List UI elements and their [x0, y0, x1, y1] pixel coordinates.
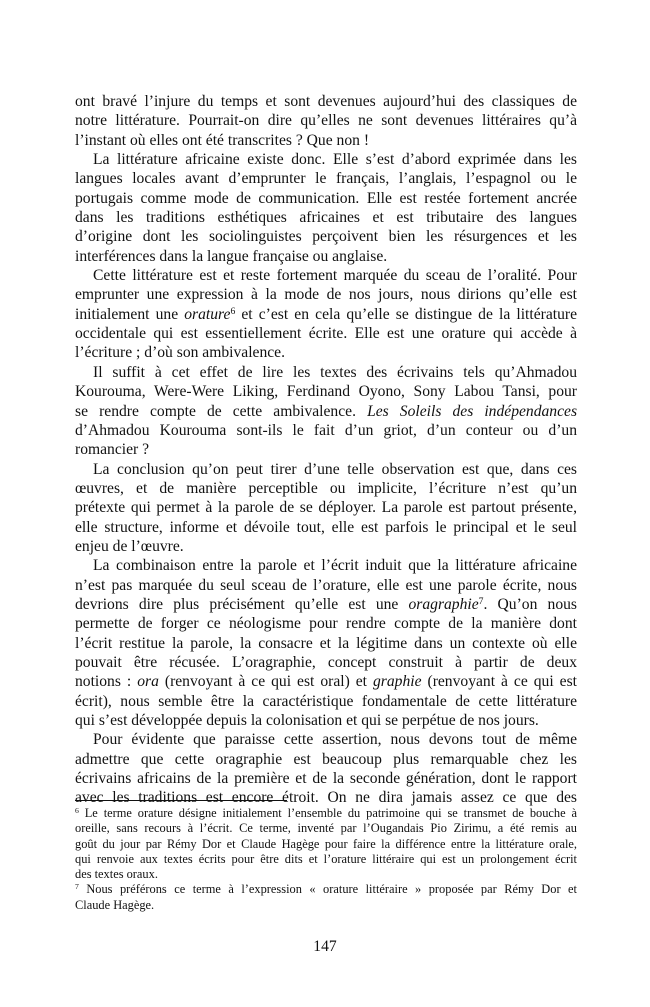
- italic-text: orature: [184, 305, 231, 323]
- italic-text: ora: [137, 673, 159, 691]
- body-line: [75, 208, 577, 227]
- text-run: Nous préférons ce terme à l’expression « orature littéraire » proposée par Rémy Dor et: [78, 882, 577, 897]
- body-line: [75, 692, 577, 711]
- text-run: avec les traditions est encore étroit. On ne dira jamais assez ce que des: [75, 789, 577, 807]
- text-run: occidentale qui est essentiellement écrite. Elle est une orature qui accède à: [75, 325, 577, 343]
- text-run: initialement une: [75, 305, 185, 323]
- body-line: [75, 285, 577, 304]
- body-line: [75, 92, 577, 111]
- text-run: écrit), nous semble être la caractéristique fondamentale de cette littérature: [75, 692, 577, 710]
- text-run: devrions dire plus précisément qu’elle est une: [75, 595, 409, 613]
- body-line: [75, 305, 577, 324]
- body-line: [75, 343, 577, 362]
- text-run: (renvoyant à ce qui est oral) et: [158, 673, 373, 691]
- body-line: [75, 421, 577, 440]
- text-run: dans les traditions esthétiques africaines et est tributaire des langues: [75, 209, 577, 227]
- footnote-line: [75, 867, 577, 882]
- text-run: écrivains africains de la première et de la seconde génération, dont le rapport: [75, 770, 577, 788]
- text-run: permette de forger ce néologisme pour rendre compte de la manière dont: [75, 615, 577, 633]
- footnote-marker: 6: [75, 806, 79, 816]
- footnote-marker: 7: [75, 882, 79, 892]
- text-run: n’est pas marquée du seul sceau de l’orature, elle est une parole écrite, nous: [75, 576, 577, 594]
- italic-text: graphie: [373, 673, 422, 691]
- text-run: emprunter une expression à la mode de nos jours, nous dirions qu’elle est: [75, 286, 577, 304]
- body-line: [75, 653, 577, 672]
- body-line: [75, 247, 577, 266]
- body-line: [75, 614, 577, 633]
- text-run: La conclusion qu’on peut tirer d’une telle observation est que, dans ces: [93, 460, 577, 478]
- text-run: oreille, sans recours à l’écrit. Ce terme, inventé par l’Ougandais Pio Zirimu, a été remis au: [75, 821, 577, 836]
- body-line: [75, 769, 577, 788]
- text-run: . Qu’on nous: [483, 595, 577, 613]
- body-line: [75, 227, 577, 246]
- body-line: [75, 266, 577, 285]
- text-run: l’instant où elles ont été transcrites ? Que non !: [75, 131, 370, 149]
- footnote-line: [75, 882, 577, 897]
- text-run: notions :: [75, 673, 138, 691]
- text-run: langues locales avant d’emprunter le français, l’anglais, l’espagnol ou le: [75, 170, 577, 188]
- body-line: [75, 440, 577, 459]
- text-run: Pour évidente que paraisse cette assertion, nous devons tout de même: [93, 731, 577, 749]
- text-run: admettre que cette oragraphie est beaucoup plus remarquable chez les: [75, 750, 577, 768]
- body-line: [75, 556, 577, 575]
- text-run: notre littérature. Pourrait-on dire qu’elles ne sont devenues littéraires qu’à: [75, 112, 577, 130]
- text-run: pouvait être récusée. L’oragraphie, concept construit à partir de deux: [75, 653, 577, 671]
- text-run: goût du jour par Rémy Dor et Claude Hagège pour faire la différence entre la littérature orale,: [75, 836, 577, 851]
- text-run: Claude Hagège.: [75, 897, 155, 912]
- text-run: qui s’est développée depuis la colonisation et qui se perpétue de nos jours.: [75, 712, 539, 729]
- footnote-separator: [75, 800, 287, 801]
- text-run: œuvres, et de manière perceptible ou implicite, l’écriture n’est qu’un: [75, 479, 577, 497]
- body-line: [75, 402, 577, 421]
- body-line: [75, 150, 577, 169]
- body-line: [75, 498, 577, 517]
- text-run: (renvoyant à ce qui est: [421, 673, 577, 691]
- body-line: [75, 634, 577, 653]
- text-run: l’écrit restitue la parole, la consacre et la légitime dans un contexte où elle: [75, 634, 577, 652]
- body-line: [75, 576, 577, 595]
- body-line: [75, 730, 577, 749]
- footnote-line: [75, 837, 577, 852]
- text-run: d’origine dont les sociolinguistes perçoivent bien les résurgences et les: [75, 228, 577, 246]
- text-run: La littérature africaine existe donc. Elle s’est d’abord exprimée dans les: [93, 151, 577, 169]
- body-line: [75, 189, 577, 208]
- text-run: se rendre compte de cette ambivalence.: [75, 402, 368, 420]
- text-run: prétexte qui permet à la parole de se déployer. La parole est partout présente,: [75, 499, 577, 517]
- text-run: d’Ahmadou Kourouma sont-ils le fait d’un griot, d’un conteur ou d’un: [75, 421, 577, 439]
- body-line: [75, 788, 577, 807]
- footnote-line: [75, 821, 577, 836]
- footnotes: [75, 806, 577, 913]
- italic-text: oragraphie: [408, 595, 479, 613]
- footnote-marker: 7: [478, 596, 484, 608]
- text-run: ont bravé l’injure du temps et sont devenues aujourd’hui des classiques de: [75, 93, 577, 110]
- body-line: [75, 324, 577, 343]
- body-text: [75, 92, 577, 808]
- text-run: enjeu de l’œuvre.: [75, 537, 184, 555]
- body-line: [75, 711, 577, 730]
- text-run: Cette littérature est et reste fortement marquée du sceau de l’oralité. Pour: [93, 267, 577, 285]
- body-line: [75, 169, 577, 188]
- text-run: Le terme orature désigne initialement l’ensemble du patrimoine qui se transmet de bouche à: [78, 806, 577, 820]
- text-run: La combinaison entre la parole et l’écrit induit que la littérature africaine: [93, 557, 577, 575]
- text-run: Kourouma, Were-Were Liking, Ferdinand Oyono, Sony Labou Tansi, pour: [75, 383, 577, 401]
- footnote-line: [75, 806, 577, 821]
- body-line: [75, 479, 577, 498]
- body-line: [75, 750, 577, 769]
- body-line: [75, 595, 577, 614]
- body-line: [75, 518, 577, 537]
- text-run: l’écriture ; d’où son ambivalence.: [75, 344, 285, 362]
- text-run: romancier ?: [75, 441, 150, 459]
- footnote-line: [75, 898, 577, 913]
- body-line: [75, 382, 577, 401]
- footnote-line: [75, 852, 577, 867]
- text-run: interférences dans la langue française ou anglaise.: [75, 247, 388, 265]
- body-line: [75, 537, 577, 556]
- page-number: 147: [313, 938, 337, 955]
- text-run: Il suffit à cet effet de lire les textes des écrivains tels qu’Ahmadou: [93, 363, 577, 381]
- text-run: des textes oraux.: [75, 867, 158, 882]
- footnote-marker: 6: [230, 305, 236, 317]
- text-run: portugais comme mode de communication. Elle est restée fortement ancrée: [75, 189, 577, 207]
- text-run: et c’est en cela qu’elle se distingue de la littérature: [235, 305, 577, 323]
- body-line: [75, 672, 577, 691]
- italic-text: Les Soleils des indépendances: [367, 402, 578, 420]
- text-run: qui renvoie aux textes écrits pour être dits et l’orature littéraire qui est un prolongement écrit: [75, 851, 577, 866]
- body-line: [75, 460, 577, 479]
- body-line: [75, 363, 577, 382]
- body-line: [75, 131, 577, 150]
- text-run: elle structure, informe et dévoile tout, elle est parfois le principal et le seul: [75, 518, 577, 536]
- body-line: [75, 111, 577, 130]
